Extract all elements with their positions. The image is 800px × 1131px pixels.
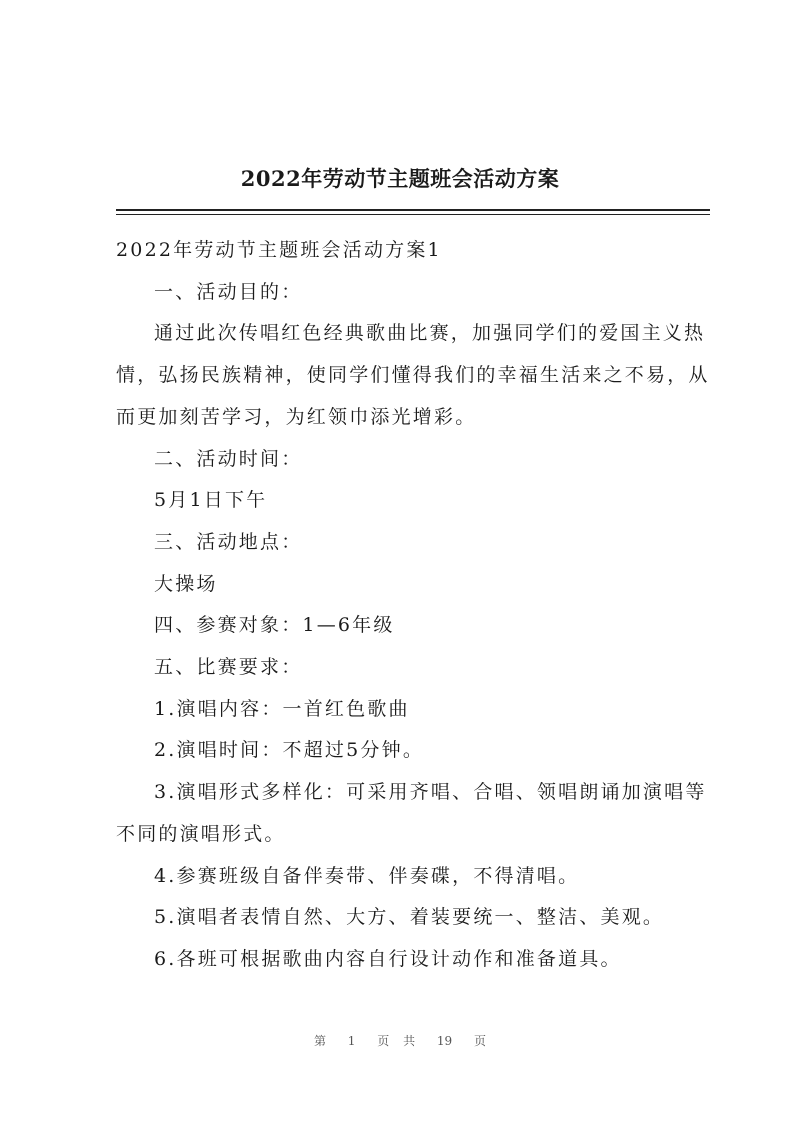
section-heading: 2022年劳动节主题班会活动方案1 — [116, 239, 442, 261]
footer-suffix: 页 — [474, 1034, 487, 1048]
paragraph: 3.演唱形式多样化：可采用齐唱、合唱、领唱朗诵加演唱等不同的演唱形式。 — [116, 781, 707, 845]
paragraph: 6.各班可根据歌曲内容自行设计动作和准备道具。 — [154, 947, 622, 970]
page-footer — [0, 1032, 800, 1049]
paragraph: 一、活动目的： — [154, 280, 303, 303]
footer-page-number: 1 — [347, 1034, 356, 1048]
paragraph: 1.演唱内容：一首红色歌曲 — [154, 697, 410, 720]
paragraph: 2.演唱时间：不超过5分钟。 — [154, 739, 425, 762]
document-body — [116, 230, 710, 981]
document-title: 2022年劳动节主题班会活动方案 — [240, 166, 560, 191]
paragraph: 四、参赛对象：1—6年级 — [154, 614, 395, 637]
paragraph: 4.参赛班级自备伴奏带、伴奏碟，不得清唱。 — [154, 864, 580, 887]
title-underline-thin — [116, 214, 710, 215]
paragraph: 5月1日下午 — [154, 489, 268, 512]
paragraph: 三、活动地点： — [154, 530, 303, 553]
paragraph: 大操场 — [154, 572, 218, 595]
paragraph: 五、比赛要求： — [154, 656, 303, 679]
footer-middle: 页 共 — [377, 1034, 416, 1048]
paragraph: 通过此次传唱红色经典歌曲比赛，加强同学们的爱国主义热情，弘扬民族精神，使同学们懂得我们的幸福生活来之不易，从而更加刻苦学习，为红领巾添光增彩。 — [116, 322, 710, 428]
paragraph: 二、活动时间： — [154, 447, 303, 470]
footer-total-pages: 19 — [436, 1034, 453, 1048]
footer-prefix: 第 — [313, 1034, 326, 1048]
title-underline-thick — [116, 209, 710, 211]
paragraph: 5.演唱者表情自然、大方、着装要统一、整洁、美观。 — [154, 906, 665, 929]
